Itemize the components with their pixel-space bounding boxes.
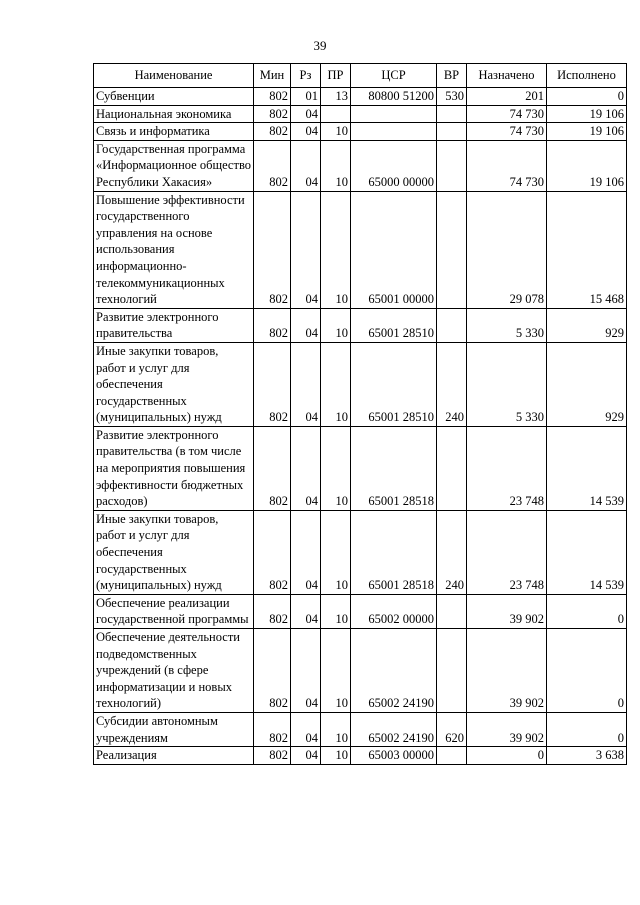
- cell-name: Развитие электронного правительства (в том числе на мероприятия повышения эффективности бюджетных расходов): [94, 426, 254, 510]
- cell-name: Обеспечение деятельности подведомственных учреждений (в сфере информатизации и новых технологий): [94, 629, 254, 713]
- cell-min: 802: [254, 629, 291, 713]
- cell-rz: 04: [291, 510, 321, 594]
- cell-csr: 65001 00000: [351, 191, 437, 308]
- cell-name: Иные закупки товаров, работ и услуг для обеспечения государственных (муниципальных) нужд: [94, 510, 254, 594]
- cell-rz: 04: [291, 712, 321, 746]
- cell-pr: 10: [321, 123, 351, 141]
- cell-pr: 10: [321, 140, 351, 191]
- table-row: [94, 105, 627, 123]
- cell-done: 0: [547, 594, 627, 628]
- cell-name: Субвенции: [94, 88, 254, 106]
- cell-done: 14 539: [547, 426, 627, 510]
- cell-min: 802: [254, 510, 291, 594]
- cell-csr: 65001 28518: [351, 510, 437, 594]
- cell-rz: 04: [291, 308, 321, 342]
- header-vr: ВР: [437, 64, 467, 88]
- cell-csr: 65003 00000: [351, 747, 437, 765]
- cell-vr: 530: [437, 88, 467, 106]
- cell-done: 0: [547, 629, 627, 713]
- cell-done: 0: [547, 712, 627, 746]
- cell-done: 19 106: [547, 105, 627, 123]
- cell-pr: 10: [321, 426, 351, 510]
- cell-vr: 240: [437, 342, 467, 426]
- cell-plan: 201: [467, 88, 547, 106]
- cell-done: 929: [547, 342, 627, 426]
- cell-rz: 04: [291, 105, 321, 123]
- table-row: [94, 629, 627, 713]
- cell-min: 802: [254, 426, 291, 510]
- cell-csr: 80800 51200: [351, 88, 437, 106]
- cell-plan: 74 730: [467, 140, 547, 191]
- cell-plan: 39 902: [467, 629, 547, 713]
- cell-rz: 04: [291, 594, 321, 628]
- cell-csr: 65001 28510: [351, 308, 437, 342]
- cell-vr: [437, 308, 467, 342]
- cell-plan: 39 902: [467, 712, 547, 746]
- cell-done: 929: [547, 308, 627, 342]
- table-row: [94, 88, 627, 106]
- cell-rz: 04: [291, 629, 321, 713]
- cell-csr: 65002 24190: [351, 712, 437, 746]
- header-done: Исполнено: [547, 64, 627, 88]
- cell-rz: 04: [291, 426, 321, 510]
- cell-vr: [437, 629, 467, 713]
- cell-rz: 04: [291, 191, 321, 308]
- cell-pr: 13: [321, 88, 351, 106]
- cell-pr: 10: [321, 308, 351, 342]
- cell-name: Субсидии автономным учреждениям: [94, 712, 254, 746]
- cell-plan: 23 748: [467, 426, 547, 510]
- cell-vr: [437, 105, 467, 123]
- cell-vr: [437, 747, 467, 765]
- cell-vr: [437, 123, 467, 141]
- cell-pr: 10: [321, 712, 351, 746]
- cell-pr: [321, 105, 351, 123]
- cell-plan: 5 330: [467, 342, 547, 426]
- cell-pr: 10: [321, 594, 351, 628]
- cell-name: Обеспечение реализации государственной программы: [94, 594, 254, 628]
- cell-vr: [437, 140, 467, 191]
- cell-plan: 39 902: [467, 594, 547, 628]
- header-rz: Рз: [291, 64, 321, 88]
- cell-csr: 65000 00000: [351, 140, 437, 191]
- header-min: Мин: [254, 64, 291, 88]
- cell-done: 19 106: [547, 140, 627, 191]
- cell-rz: 04: [291, 123, 321, 141]
- cell-min: 802: [254, 747, 291, 765]
- cell-min: 802: [254, 342, 291, 426]
- header-csr: ЦСР: [351, 64, 437, 88]
- cell-name: Повышение эффективности государственного управления на основе использования информационно-телекоммуникационных технологий: [94, 191, 254, 308]
- cell-rz: 01: [291, 88, 321, 106]
- cell-vr: [437, 426, 467, 510]
- cell-done: 15 468: [547, 191, 627, 308]
- cell-name: Реализация: [94, 747, 254, 765]
- cell-min: 802: [254, 308, 291, 342]
- cell-plan: 74 730: [467, 105, 547, 123]
- cell-vr: [437, 191, 467, 308]
- cell-pr: 10: [321, 747, 351, 765]
- table-row: [94, 426, 627, 510]
- cell-done: 3 638: [547, 747, 627, 765]
- cell-csr: [351, 123, 437, 141]
- cell-rz: 04: [291, 747, 321, 765]
- cell-done: 14 539: [547, 510, 627, 594]
- table-row: [94, 308, 627, 342]
- cell-min: 802: [254, 594, 291, 628]
- cell-min: 802: [254, 191, 291, 308]
- table-row: [94, 747, 627, 765]
- cell-plan: 29 078: [467, 191, 547, 308]
- cell-pr: 10: [321, 191, 351, 308]
- header-plan: Назначено: [467, 64, 547, 88]
- header-name: Наименование: [94, 64, 254, 88]
- cell-done: 0: [547, 88, 627, 106]
- cell-csr: 65001 28518: [351, 426, 437, 510]
- cell-pr: 10: [321, 342, 351, 426]
- table-row: [94, 123, 627, 141]
- cell-plan: 0: [467, 747, 547, 765]
- cell-rz: 04: [291, 140, 321, 191]
- table-row: [94, 510, 627, 594]
- cell-csr: 65002 00000: [351, 594, 437, 628]
- table-header-row: [94, 64, 627, 88]
- cell-vr: 240: [437, 510, 467, 594]
- cell-rz: 04: [291, 342, 321, 426]
- cell-min: 802: [254, 712, 291, 746]
- budget-table: [93, 63, 627, 765]
- cell-min: 802: [254, 140, 291, 191]
- cell-pr: 10: [321, 510, 351, 594]
- table-row: [94, 140, 627, 191]
- cell-plan: 23 748: [467, 510, 547, 594]
- cell-min: 802: [254, 88, 291, 106]
- table-row: [94, 712, 627, 746]
- cell-plan: 5 330: [467, 308, 547, 342]
- cell-min: 802: [254, 105, 291, 123]
- cell-min: 802: [254, 123, 291, 141]
- cell-csr: [351, 105, 437, 123]
- cell-csr: 65001 28510: [351, 342, 437, 426]
- cell-vr: [437, 594, 467, 628]
- cell-name: Национальная экономика: [94, 105, 254, 123]
- cell-pr: 10: [321, 629, 351, 713]
- page-number: 39: [313, 38, 327, 53]
- cell-csr: 65002 24190: [351, 629, 437, 713]
- cell-name: Развитие электронного правительства: [94, 308, 254, 342]
- cell-plan: 74 730: [467, 123, 547, 141]
- table-row: [94, 342, 627, 426]
- cell-done: 19 106: [547, 123, 627, 141]
- cell-name: Государственная программа «Информационное общество Республики Хакасия»: [94, 140, 254, 191]
- table-row: [94, 594, 627, 628]
- table-row: [94, 191, 627, 308]
- cell-name: Связь и информатика: [94, 123, 254, 141]
- header-pr: ПР: [321, 64, 351, 88]
- cell-name: Иные закупки товаров, работ и услуг для обеспечения государственных (муниципальных) нужд: [94, 342, 254, 426]
- cell-vr: 620: [437, 712, 467, 746]
